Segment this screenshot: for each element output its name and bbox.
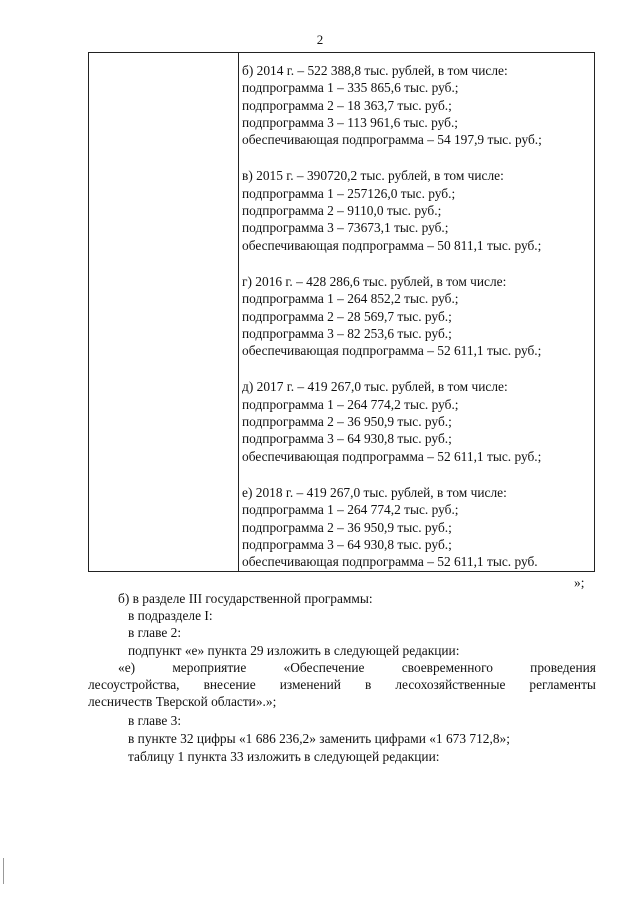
funding-year-header: б) 2014 г. – 522 388,8 тыс. рублей, в том числе: (242, 63, 508, 78)
quote-word: регламенты (529, 677, 596, 692)
quote-word: внесение (203, 677, 256, 692)
funding-subprogram-line: подпрограмма 1 – 264 852,2 тыс. руб.; (242, 291, 459, 307)
scan-edge-mark (3, 858, 4, 884)
funding-subprogram-line: подпрограмма 2 – 9110,0 тыс. руб.; (242, 203, 442, 219)
funding-subprogram-line: подпрограмма 3 – 82 253,6 тыс. руб.; (242, 325, 452, 341)
funding-subprogram-line: подпрограмма 1 – 264 774,2 тыс. руб.; (242, 396, 459, 412)
funding-subprogram-line: подпрограмма 2 – 28 569,7 тыс. руб.; (242, 308, 452, 324)
funding-year-block (242, 378, 592, 464)
funding-subprogram-line: подпрограмма 3 – 73673,1 тыс. руб.; (242, 220, 449, 236)
quote-word: проведения (530, 660, 596, 675)
funding-year-block (242, 167, 592, 253)
paragraph-subitem-e: подпункт «е» пункта 29 изложить в следующей редакции: (128, 643, 460, 658)
table-cell-funding-by-year (242, 62, 592, 570)
funding-year-header: г) 2016 г. – 428 286,6 тыс. рублей, в том числе: (242, 273, 507, 289)
funding-subprogram-line: подпрограмма 1 – 257126,0 тыс. руб.; (242, 185, 456, 201)
quote-word: «Обеспечение (283, 660, 365, 675)
funding-subprogram-line: подпрограмма 3 – 64 930,8 тыс. руб.; (242, 536, 452, 552)
quote-word: лесохозяйственные (395, 677, 506, 692)
funding-subprogram-line: подпрограмма 2 – 36 950,9 тыс. руб.; (242, 414, 452, 430)
quote-word: в (365, 677, 372, 692)
paragraph-section-iii: б) в разделе III государственной программы: (118, 591, 373, 606)
funding-subprogram-line: обеспечивающая подпрограмма – 50 811,1 тыс. руб.; (242, 237, 542, 253)
funding-table (88, 52, 595, 572)
quote-line-3: лесничеств Тверской области».»; (88, 694, 277, 709)
paragraph-item-32: в пункте 32 цифры «1 686 236,2» заменить цифрами «1 673 712,8»; (128, 731, 510, 746)
funding-year-block (242, 273, 592, 359)
quote-line-1 (118, 659, 596, 676)
funding-subprogram-line: обеспечивающая подпрограмма – 52 611,1 тыс. руб.; (242, 448, 542, 464)
funding-subprogram-line: обеспечивающая подпрограмма – 52 611,1 тыс. руб. (242, 554, 538, 570)
funding-year-header: е) 2018 г. – 419 267,0 тыс. рублей, в том числе: (242, 484, 507, 500)
paragraph-table-1: таблицу 1 пункта 33 изложить в следующей редакции: (128, 749, 440, 764)
quote-word: «е) (118, 660, 136, 675)
quote-line-2 (88, 676, 596, 693)
closing-quote: »; (574, 575, 585, 590)
quote-word: своевременного (401, 660, 493, 675)
funding-subprogram-line: подпрограмма 2 – 36 950,9 тыс. руб.; (242, 519, 452, 535)
quote-word: лесоустройства, (88, 677, 180, 692)
funding-subprogram-line: обеспечивающая подпрограмма – 54 197,9 тыс. руб.; (242, 132, 542, 148)
page-number: 2 (316, 32, 324, 47)
quote-word: изменений (279, 677, 341, 692)
funding-subprogram-line: подпрограмма 1 – 264 774,2 тыс. руб.; (242, 502, 459, 518)
funding-subprogram-line: обеспечивающая подпрограмма – 52 611,1 тыс. руб.; (242, 343, 542, 359)
quote-word: мероприятие (172, 660, 247, 675)
funding-subprogram-line: подпрограмма 3 – 113 961,6 тыс. руб.; (242, 114, 459, 130)
funding-year-header: д) 2017 г. – 419 267,0 тыс. рублей, в том числе: (242, 379, 508, 395)
funding-subprogram-line: подпрограмма 1 – 335 865,6 тыс. руб.; (242, 80, 459, 96)
paragraph-chapter-2: в главе 2: (128, 625, 182, 640)
funding-subprogram-line: подпрограмма 3 – 64 930,8 тыс. руб.; (242, 431, 452, 447)
table-column-divider (238, 53, 239, 571)
paragraph-subsection-i: в подразделе I: (128, 608, 213, 623)
funding-year-block (242, 62, 592, 148)
paragraph-chapter-3: в главе 3: (128, 713, 182, 728)
funding-subprogram-line: подпрограмма 2 – 18 363,7 тыс. руб.; (242, 97, 452, 113)
funding-year-block (242, 484, 592, 570)
funding-year-header: в) 2015 г. – 390720,2 тыс. рублей, в том числе: (242, 168, 504, 184)
